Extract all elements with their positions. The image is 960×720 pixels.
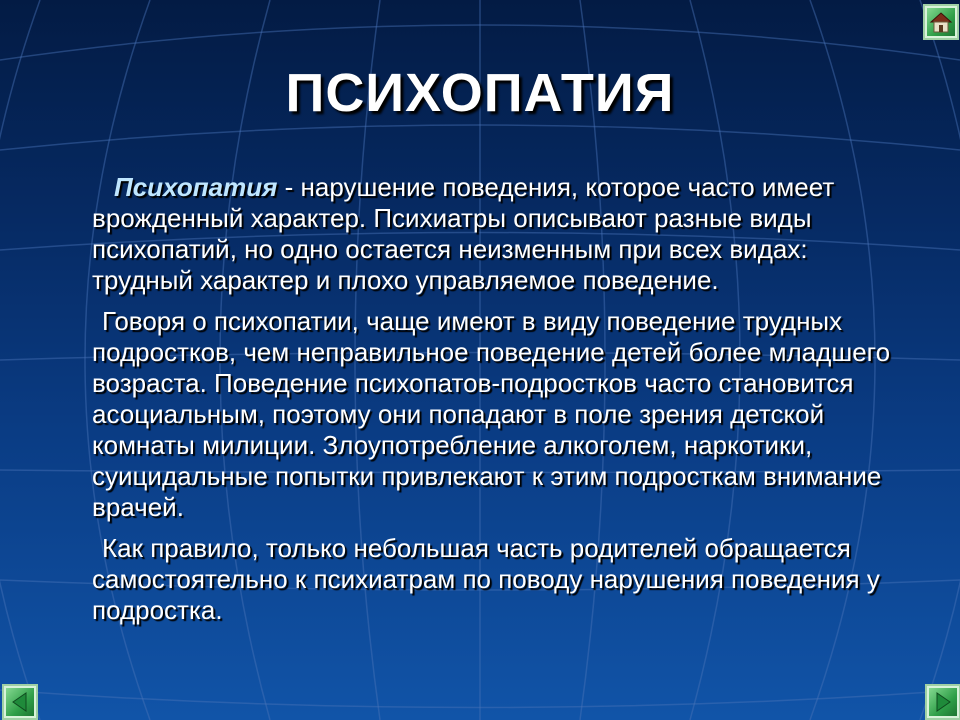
paragraph-text: Говоря о психопатии, чаще имеют в виду поведение трудных подростков, чем неправильное поведение детей более младшего возраста. Поведение психопатов-подростков часто становится асоциальным, поэтому они попадают в поле зрения детской комнаты милиции. Злоупотребление алкоголем, наркотики, суицидальные попытки привлекают к этим подросткам внимание врачей. [92,306,891,522]
paragraph-text: - нарушение поведения, которое часто имеет врожденный характер. Психиатры описывают разные виды психопатий, но одно остается неизменным при всех видах: трудный характер и плохо управляемое поведение. [92,172,835,295]
slide-title: ПСИХОПАТИЯ [285,63,675,123]
paragraph-teenagers [92,306,902,523]
paragraph-definition [92,172,902,296]
slide-body [92,172,902,636]
arrow-left-icon [8,690,32,714]
paragraph-text: Как правило, только небольшая часть родителей обращается самостоятельно к психиатрам по поводу нарушения поведения у подростка. [92,533,880,625]
home-icon [929,10,953,34]
home-button[interactable] [923,4,959,40]
arrow-right-icon [931,690,955,714]
paragraph-parents [92,533,902,626]
next-slide-button[interactable] [925,684,960,720]
previous-slide-button[interactable] [2,684,38,720]
term-highlight: Психопатия [114,172,278,202]
